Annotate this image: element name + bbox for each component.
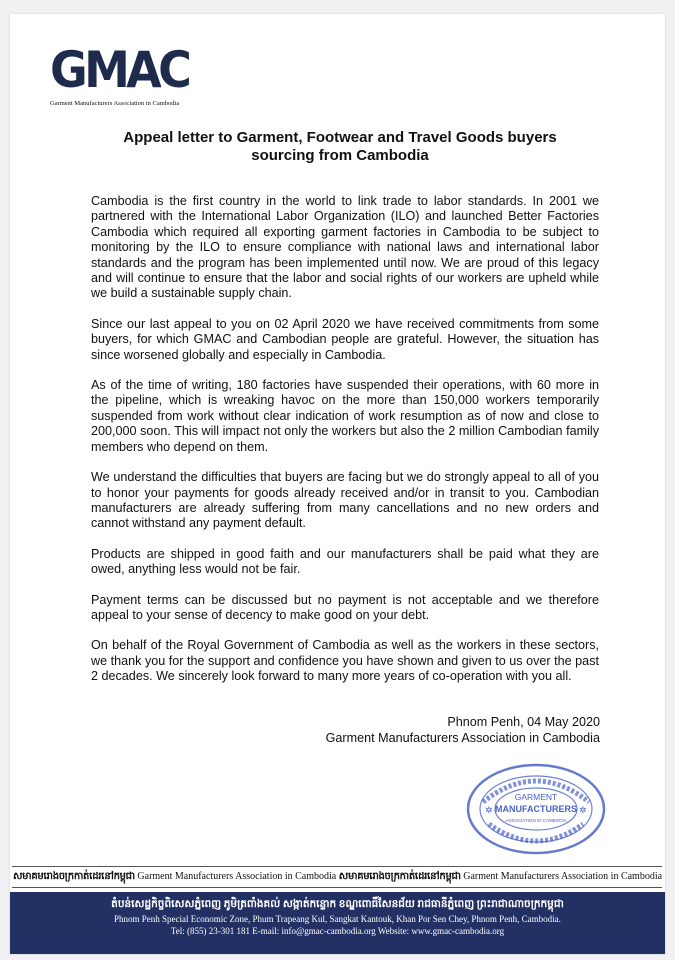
assoc-name-en-2: Garment Manufacturers Association in Cambodia [463,871,663,882]
paragraph-1: Cambodia is the first country in the world to link trade to labor standards. In 2001 we partnered with the International Labor Organization (ILO) and launched Better Factories Cambodia which required all exporting garment factories in Cambodia to be subject to monitoring by the ILO to ensure compliance with national laws and international labor standards and the program has been implemented until now. We are proud of this legacy and will continue to ensure that the labor and social rights of our workers are upheld while we build a sustainable supply chain. [91,194,599,301]
address-km: តំបន់សេដ្ឋកិច្ចពិសេសភ្នំពេញ ភូមិត្រពាំងគល់ សង្កាត់កន្ទោក ខណ្ឌពោធិ៍សែនជ័យ រាជធានីភ្នំពេញ ព្រះរាជាណាចក្រកម្ពុជា [111,899,564,910]
letter-page [10,14,665,954]
stamp-line-2: MANUFACTURERS [495,804,577,814]
contact-info: Tel: (855) 23-301 181 E-mail: info@gmac-cambodia.org Website: www.gmac-cambodia.org [170,926,505,936]
title-line-2: sourcing from Cambodia [251,147,429,164]
gmac-logo [50,40,210,120]
letter-body [91,194,599,700]
paragraph-2: Since our last appeal to you on 02 April 2020 we have received commitments from some buyers, for which GMAC and Cambodian people are grateful. However, the situation has since worsened globally and especially in Cambodia. [91,316,599,362]
logo-subtitle: Garment Manufacturers Association in Cambodia [50,100,180,107]
assoc-name-km-1: សមាគមរោងចក្រកាត់ដេរនៅកម្ពុជា [12,871,135,882]
svg-text:✲: ✲ [485,806,493,816]
assoc-name-km-2: សមាគមរោងចក្រកាត់ដេរនៅកម្ពុជា [338,871,461,882]
association-stamp [465,762,607,856]
paragraph-3: As of the time of writing, 180 factories have suspended their operations, with 60 more in the pipeline, which is wreaking havoc on the more than 150,000 workers temporarily suspended from work without clear indication of work resumption as of now and close to 200,000 soon. This will impact not only the workers but also the 2 million Cambodian family members who depend on them. [91,378,599,454]
svg-text:✲: ✲ [579,806,587,816]
footer-address-band [10,892,665,954]
signature-block [310,714,600,746]
place-date: Phnom Penh, 04 May 2020 [447,715,600,729]
paragraph-5: Products are shipped in good faith and our manufacturers shall be paid what they are owed, anything less would not be fair. [91,546,599,577]
stamp-line-3: ASSOCIATION IN CAMBODIA [505,818,567,823]
footer-divider-top [12,866,662,867]
signatory-name: Garment Manufacturers Association in Cambodia [325,731,600,745]
letter-title [70,129,610,165]
title-line-1: Appeal letter to Garment, Footwear and Travel Goods buyers [123,129,557,146]
paragraph-4: We understand the difficulties that buyers are facing but we do strongly appeal to all of you to honor your payments for goods already received and/or in transit to you. Cambodian manufacturers are already suffering from many cancellations and no new orders and cannot withstand any payment default. [91,470,599,531]
assoc-name-en-1: Garment Manufacturers Association in Cambodia [137,871,337,882]
footer-divider-bottom [12,887,662,888]
paragraph-6: Payment terms can be discussed but no payment is not acceptable and we therefore appeal to your sense of decency to make good on your debt. [91,592,599,622]
association-name-line [10,869,665,885]
stamp-line-1: GARMENT [514,792,558,802]
paragraph-7: On behalf of the Royal Government of Cambodia as well as the workers in these sectors, we thank you for the support and confidence you have shown and given to us over the past 2 decades. We sincerely look forward to many more years of co-operation with you all. [91,638,599,684]
address-en: Phnom Penh Special Economic Zone, Phum Trapeang Kul, Sangkat Kantouk, Khan Por Sen Chey, Phnom Penh, Cambodia. [114,914,561,924]
logo-wordmark: GMAC [50,41,189,99]
